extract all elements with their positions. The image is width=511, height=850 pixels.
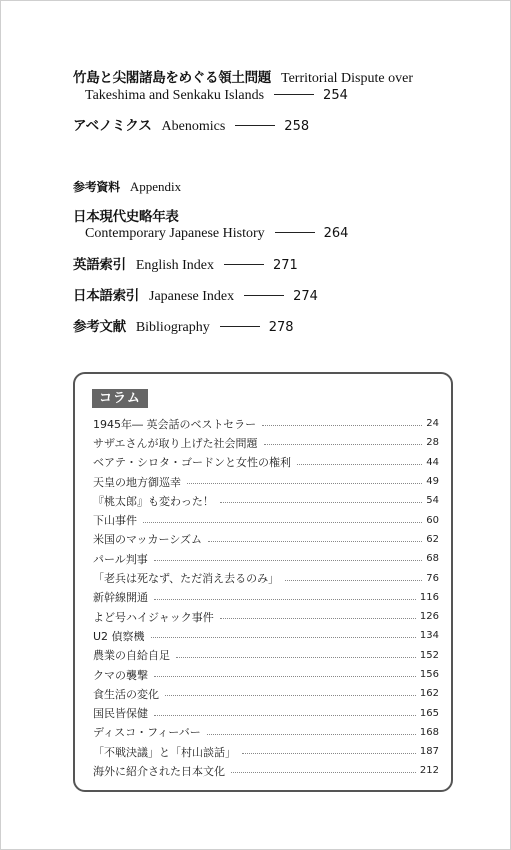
column-item[interactable]	[93, 665, 439, 684]
column-item-title: パール判事	[93, 552, 148, 566]
toc-entry-en-title: Contemporary Japanese History	[85, 226, 265, 241]
dot-leader	[297, 464, 422, 465]
dot-leader	[176, 657, 416, 658]
toc-page-number: 254	[323, 88, 348, 103]
dot-leader	[207, 734, 416, 735]
toc-entry-jp-title: アベノミクス	[73, 118, 152, 134]
column-item-page: 62	[426, 533, 439, 545]
toc-entry-english-index[interactable]	[73, 253, 298, 274]
leader-rule	[235, 125, 275, 126]
column-item-title: クマの襲撃	[93, 668, 148, 682]
column-item-title: 天皇の地方御巡幸	[93, 475, 181, 489]
column-item-page: 76	[426, 572, 439, 584]
column-item[interactable]	[93, 549, 439, 568]
dot-leader	[154, 599, 416, 600]
leader-rule	[275, 232, 315, 233]
toc-section-appendix[interactable]	[73, 176, 181, 195]
dot-leader	[262, 425, 422, 426]
dot-leader	[154, 715, 416, 716]
toc-entry-en-title: English Index	[135, 258, 214, 273]
column-item[interactable]	[93, 530, 439, 549]
dot-leader	[154, 560, 422, 561]
dot-leader	[165, 695, 416, 696]
column-list	[93, 414, 439, 781]
column-item-title: サザエさんが取り上げた社会問題	[93, 436, 258, 450]
toc-entry-jp-title: 日本現代史略年表	[73, 209, 179, 225]
toc-entry-jp-title: 日本語索引	[73, 288, 139, 304]
column-item[interactable]	[93, 761, 439, 780]
dot-leader	[208, 541, 422, 542]
dot-leader	[154, 676, 416, 677]
toc-page-number: 274	[293, 289, 318, 304]
dot-leader	[220, 502, 422, 503]
column-item[interactable]	[93, 453, 439, 472]
leader-rule	[224, 264, 264, 265]
dot-leader	[220, 618, 416, 619]
column-item[interactable]	[93, 646, 439, 665]
column-item[interactable]	[93, 742, 439, 761]
column-item-page: 68	[426, 553, 439, 565]
column-item-page: 187	[419, 746, 439, 758]
column-item-page: 60	[426, 514, 439, 526]
column-item-title: ベアテ・シロタ・ゴードンと女性の権利	[93, 456, 291, 470]
column-item-title: よど号ハイジャック事件	[93, 610, 214, 624]
column-item[interactable]	[93, 626, 439, 645]
column-item-page: 134	[419, 630, 439, 642]
column-item-page: 156	[419, 669, 439, 680]
column-item-title: 『桃太郎』も変わった！	[93, 494, 214, 508]
toc-page-number: 271	[272, 258, 298, 273]
column-item-title: 新幹線開通	[93, 591, 148, 605]
toc-entry-japanese-index[interactable]	[73, 284, 318, 305]
column-item[interactable]	[93, 433, 439, 452]
column-item-page: 49	[426, 476, 439, 488]
toc-page-number: 258	[284, 119, 310, 134]
column-item-title: 「不戦決議」と「村山談話」	[93, 745, 236, 759]
column-box-title: コラム	[92, 389, 148, 408]
section-jp-title: 参考資料	[73, 180, 120, 194]
column-item-page: 116	[419, 591, 439, 603]
column-item-title: 「老兵は死なず、ただ消え去るのみ」	[93, 572, 280, 586]
toc-entry-chronology-line2[interactable]	[85, 222, 348, 242]
column-item[interactable]	[93, 491, 439, 510]
leader-rule	[274, 94, 314, 95]
column-item[interactable]	[93, 684, 439, 703]
dot-leader	[187, 483, 422, 484]
leader-rule	[220, 326, 260, 327]
column-item-page: 126	[419, 611, 439, 623]
column-item[interactable]	[93, 607, 439, 626]
column-item-page: 24	[426, 418, 439, 430]
column-item[interactable]	[93, 510, 439, 529]
dot-leader	[285, 580, 422, 581]
toc-entry-takeshima-line2[interactable]	[85, 84, 348, 104]
toc-entry-en-title: Territorial Dispute over	[281, 71, 413, 86]
column-item-title: 国民皆保健	[93, 707, 148, 721]
column-item-page: 44	[426, 456, 439, 468]
column-item-title: 海外に紹介された日本文化	[93, 764, 225, 778]
column-item[interactable]	[93, 703, 439, 722]
column-item-title: 下山事件	[93, 514, 137, 528]
dot-leader	[231, 772, 416, 773]
column-item-title: 食生活の変化	[93, 687, 159, 701]
column-item-title: 農業の自給自足	[93, 649, 170, 663]
toc-entry-en-title: Japanese Index	[149, 289, 235, 304]
column-item-page: 54	[426, 495, 439, 507]
toc-entry-bibliography[interactable]	[73, 315, 294, 336]
column-box	[73, 372, 453, 792]
toc-entry-en-title: Abenomics	[161, 119, 226, 134]
dot-leader	[242, 753, 416, 754]
toc-entry-jp-title: 竹島と尖閣諸島をめぐる領土問題	[73, 70, 271, 86]
toc-page-number: 264	[323, 226, 349, 241]
toc-page-number: 278	[268, 320, 294, 335]
column-item[interactable]	[93, 723, 439, 742]
column-item[interactable]	[93, 472, 439, 491]
column-item-page: 168	[419, 726, 439, 738]
column-item[interactable]	[93, 414, 439, 433]
dot-leader	[151, 637, 416, 638]
dot-leader	[264, 444, 423, 445]
toc-entry-en-title: Bibliography	[135, 320, 210, 335]
column-item-page: 165	[419, 707, 439, 719]
dot-leader	[143, 522, 422, 523]
toc-entry-jp-title: 英語索引	[73, 257, 126, 273]
column-item-title: ディスコ・フィーバー	[93, 726, 201, 740]
column-item-title: 1945年― 英会話のベストセラー	[93, 417, 257, 431]
column-item-page: 162	[419, 688, 439, 700]
toc-entry-jp-title: 参考文献	[73, 319, 126, 335]
toc-entry-abenomics[interactable]	[73, 114, 309, 135]
section-en-title: Appendix	[129, 179, 182, 194]
column-item[interactable]	[93, 588, 439, 607]
column-item-page: 212	[419, 765, 439, 777]
toc-entry-en-title: Takeshima and Senkaku Islands	[85, 88, 265, 103]
column-item[interactable]	[93, 568, 439, 587]
column-item-title: U2 偵察機	[93, 629, 145, 643]
column-item-page: 28	[426, 437, 439, 449]
leader-rule	[244, 295, 284, 296]
column-item-title: 米国のマッカーシズム	[93, 533, 203, 547]
column-item-page: 152	[419, 649, 439, 661]
